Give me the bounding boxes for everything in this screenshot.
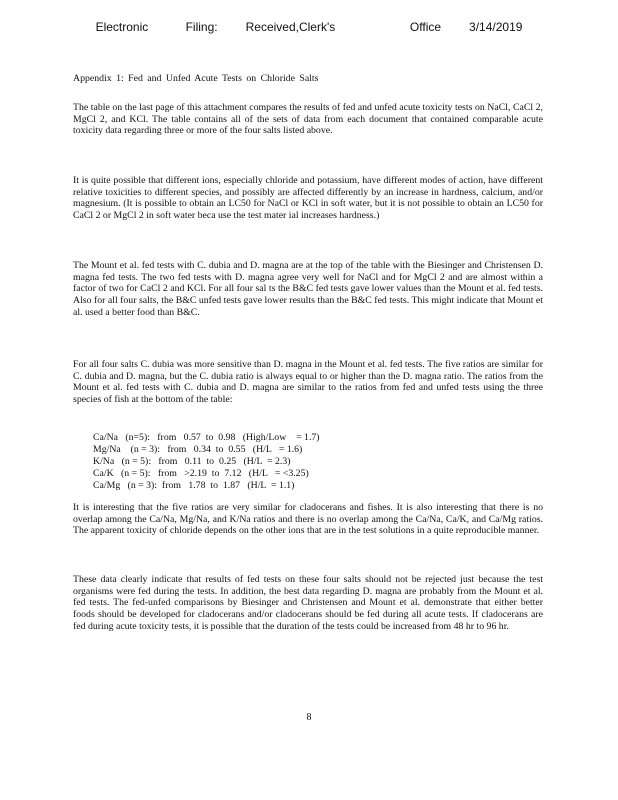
ratio-list xyxy=(93,432,493,492)
ratio-item: Mg/Na (n = 3): from 0.34 to 0.55 (H/L = 1.6) xyxy=(93,444,303,455)
paragraph-modes-of-action: It is quite possible that different ions, especially chloride and potassium, have different modes of action, have different relative toxicities to different species, and possibly are affected differently by an increase in hardness, calcium, and/or magnesium. (It is possible to obtain an LC50 for NaCl or KCl in soft water, but it is not possible to obtain an LC50 for CaCl 2 or MgCl 2 in soft water beca use the test mater ial increases hardness.) xyxy=(73,175,543,222)
ratio-item: Ca/Na (n=5): from 0.57 to 0.98 (High/Low = 1.7) xyxy=(93,432,320,443)
paragraph-fed-tests: The Mount et al. fed tests with C. dubia and D. magna are at the top of the table with the Biesinger and Christensen D. magna fed tests. The two fed tests with D. magna agree very well for NaCl and for MgCl 2 and are almost within a factor of two for CaCl 2 and KCl. For all four sal ts the B&C fed tests gave lower values than the Mount et al. fed tests. Also for all four salts, the B&C unfed tests gave lower results than the B&C fed tests. This might indicate that Mount et al. used a better food than B&C. xyxy=(73,260,543,318)
ratio-item: Ca/Mg (n = 3): from 1.78 to 1.87 (H/L = 1.1) xyxy=(93,480,295,491)
ratio-item: K/Na (n = 5): from 0.11 to 0.25 (H/L = 2.3) xyxy=(93,456,291,467)
page-number: 8 xyxy=(306,712,312,723)
paragraph-ratio-observations: It is interesting that the five ratios are very similar for cladocerans and fishes. It is also interesting that there is no overlap among the Ca/Na, Mg/Na, and K/Na ratios and there is no overlap among the Ca/Na, Ca/K, and Ca/Mg ratios. The apparent toxicity of chloride depends on the other ions that are in the test solutions in a quite reproducible manner. xyxy=(73,502,543,537)
ratio-item: Ca/K (n = 5): from >2.19 to 7.12 (H/L = <3.25) xyxy=(93,468,309,479)
filing-header: Electronic Filing: Received,Clerk's Office 3/14/2019 xyxy=(95,20,523,34)
paragraph-conclusion: These data clearly indicate that results of fed tests on these four salts should not be rejected just because the test organisms were fed during the tests. In addition, the best data regarding D. magna are probably from the Mount et al. fed tests. The fed-unfed comparisons by Biesinger and Christensen and Mount et al. demonstrate that either better foods should be developed for cladocerans and/or cladocerans should be fed during all acute tests. If cladocerans are fed during acute toxicity tests, it is possible that the duration of the tests could be increased from 48 hr to 96 hr. xyxy=(73,574,543,632)
paragraph-sensitivity: For all four salts C. dubia was more sensitive than D. magna in the Mount et al. fed tests. The five ratios are similar for C. dubia and D. magna, but the C. dubia ratio is always equal to or higher than the D. magna ratio. The ratios from the Mount et al. fed tests with C. dubia and D. magna are similar to the ratios from fed and unfed tests using the three species of fish at the bottom of the table: xyxy=(73,359,543,406)
paragraph-intro: The table on the last page of this attachment compares the results of fed and unfed acute toxicity tests on NaCl, CaCl 2, MgCl 2, and KCl. The table contains all of the sets of data from each document that contained comparable acute toxicity data regarding three or more of the four salts listed above. xyxy=(73,102,543,137)
appendix-title: Appendix 1: Fed and Unfed Acute Tests on Chloride Salts xyxy=(73,73,319,84)
